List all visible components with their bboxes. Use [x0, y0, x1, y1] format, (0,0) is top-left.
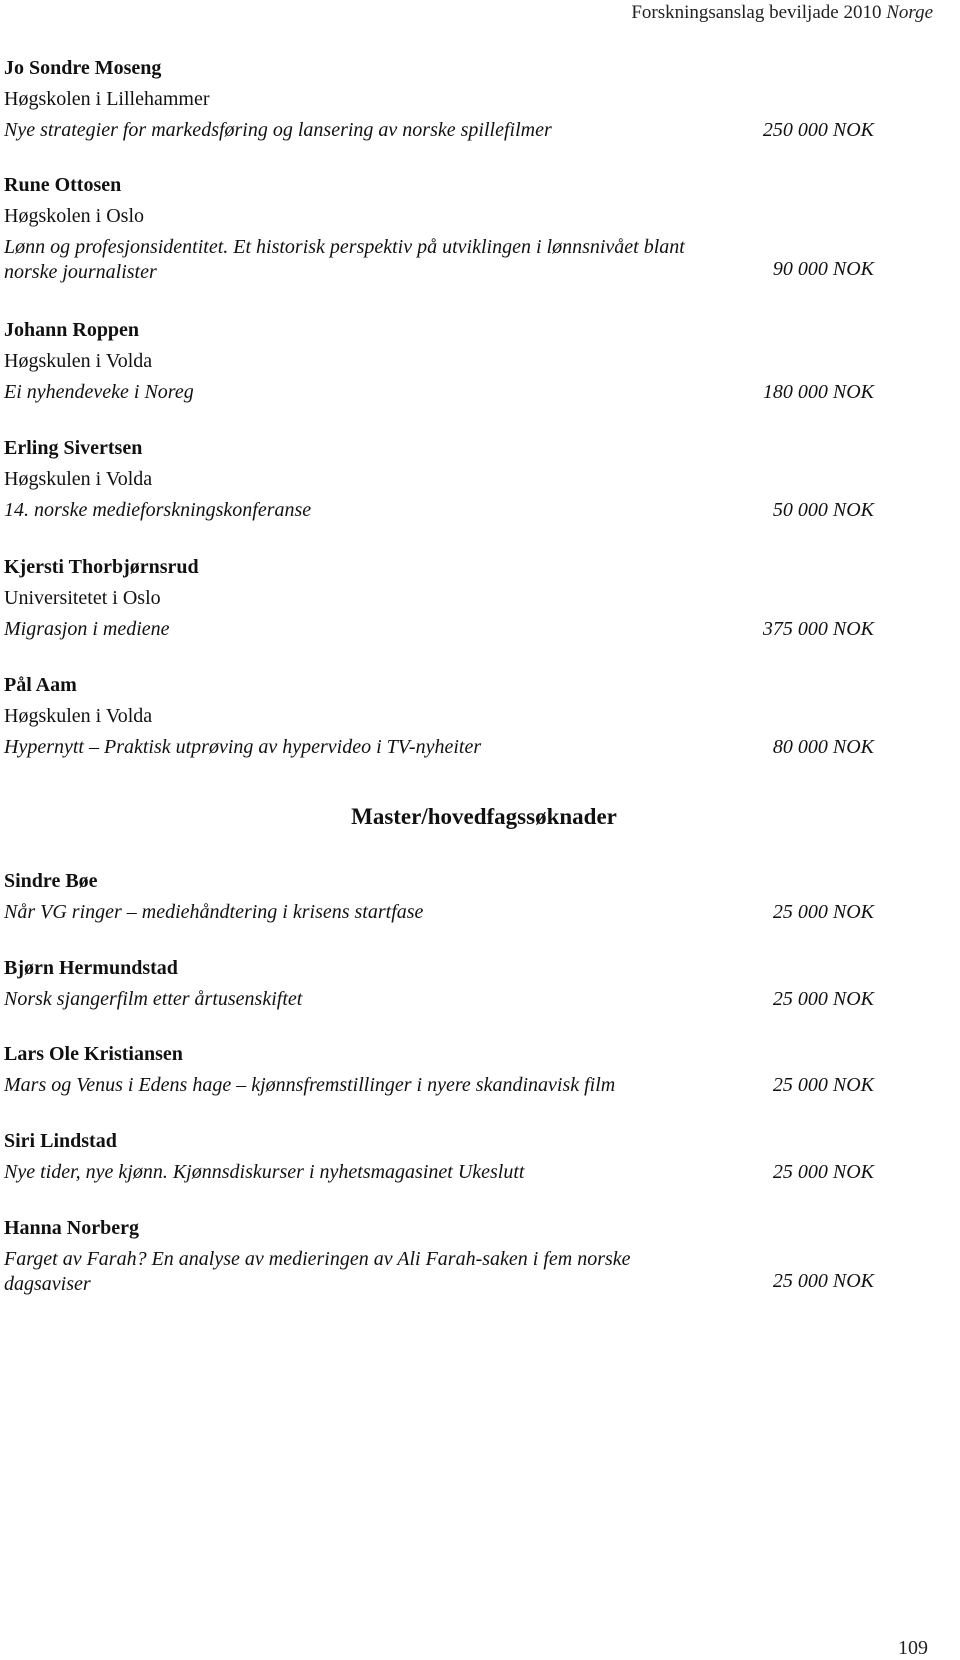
projects-section — [4, 53, 874, 146]
project-entry — [4, 53, 874, 146]
applicant-name: Kjersti Thorbjørnsrud — [4, 556, 199, 578]
institution: Høgskulen i Volda — [4, 705, 153, 727]
project-title: Ei nyhendeveke i Noreg — [4, 381, 194, 403]
master-entry — [4, 1126, 874, 1188]
applicant-name: Erling Sivertsen — [4, 437, 143, 459]
project-entry — [4, 670, 874, 763]
grant-amount: 25 000 NOK — [772, 901, 874, 923]
institution: Høgskolen i Lillehammer — [4, 88, 210, 110]
institution: Universitetet i Oslo — [4, 587, 161, 609]
projects-section — [4, 670, 874, 763]
applicant-name: Lars Ole Kristiansen — [4, 1043, 183, 1065]
applicant-name: Pål Aam — [4, 674, 77, 696]
master-section — [4, 1126, 874, 1188]
grant-amount: 250 000 NOK — [762, 119, 874, 141]
thesis-title: Når VG ringer – mediehåndtering i krisens startfase — [4, 901, 424, 923]
header-title: Forskningsanslag beviljade 2010 — [631, 2, 882, 23]
grant-amount: 180 000 NOK — [762, 381, 874, 403]
project-title: Lønn og profesjonsidentitet. Et historisk perspektiv på utviklingen i lønnsnivået blant norske journalister — [4, 236, 685, 283]
grant-amount: 25 000 NOK — [772, 1074, 874, 1096]
project-entry — [4, 315, 874, 408]
thesis-title: Mars og Venus i Edens hage – kjønnsfremstillinger i nyere skandinavisk film — [4, 1074, 616, 1096]
project-entry — [4, 433, 874, 526]
master-entry — [4, 953, 874, 1015]
grant-amount: 90 000 NOK — [772, 258, 874, 280]
grant-amount: 50 000 NOK — [772, 499, 874, 521]
projects-section — [4, 433, 874, 526]
applicant-name: Siri Lindstad — [4, 1130, 117, 1152]
master-section — [4, 1039, 874, 1101]
header-country: Norge — [886, 2, 933, 23]
project-entry — [4, 552, 874, 645]
page-number: 109 — [898, 1637, 928, 1659]
grant-amount: 80 000 NOK — [772, 736, 874, 758]
running-header — [631, 2, 933, 24]
project-title: Migrasjon i mediene — [4, 618, 170, 640]
projects-section — [4, 552, 874, 645]
master-section — [4, 866, 874, 928]
projects-section — [4, 315, 874, 408]
master-entry — [4, 1039, 874, 1101]
applicant-name: Jo Sondre Moseng — [4, 57, 162, 79]
thesis-title: Nye tider, nye kjønn. Kjønnsdiskurser i nyhetsmagasinet Ukeslutt — [4, 1161, 525, 1183]
project-entry — [4, 170, 874, 285]
master-entry — [4, 1213, 874, 1297]
institution: Høgskulen i Volda — [4, 468, 153, 490]
section-heading — [0, 804, 960, 830]
applicant-name: Hanna Norberg — [4, 1217, 139, 1239]
grant-amount: 25 000 NOK — [772, 988, 874, 1010]
project-title: 14. norske medieforskningskonferanse — [4, 499, 312, 521]
project-title: Nye strategier for markedsføring og lansering av norske spillefilmer — [4, 119, 552, 141]
master-heading: Master/hovedfagssøknader — [351, 804, 617, 829]
applicant-name: Bjørn Hermundstad — [4, 957, 178, 979]
thesis-title: Norsk sjangerfilm etter årtusenskiftet — [4, 988, 303, 1010]
applicant-name: Johann Roppen — [4, 319, 140, 341]
master-section — [4, 953, 874, 1015]
projects-section — [4, 170, 874, 285]
grant-amount: 25 000 NOK — [772, 1161, 874, 1183]
thesis-title: Farget av Farah? En analyse av medieringen av Ali Farah-saken i fem norske dagsaviser — [4, 1248, 631, 1295]
applicant-name: Sindre Bøe — [4, 870, 98, 892]
institution: Høgskolen i Oslo — [4, 205, 144, 227]
master-section — [4, 1213, 874, 1297]
master-entry — [4, 866, 874, 928]
project-title: Hypernytt – Praktisk utprøving av hypervideo i TV-nyheiter — [4, 736, 482, 758]
grant-amount: 375 000 NOK — [762, 618, 874, 640]
applicant-name: Rune Ottosen — [4, 174, 122, 196]
grant-amount: 25 000 NOK — [772, 1270, 874, 1292]
institution: Høgskulen i Volda — [4, 350, 153, 372]
